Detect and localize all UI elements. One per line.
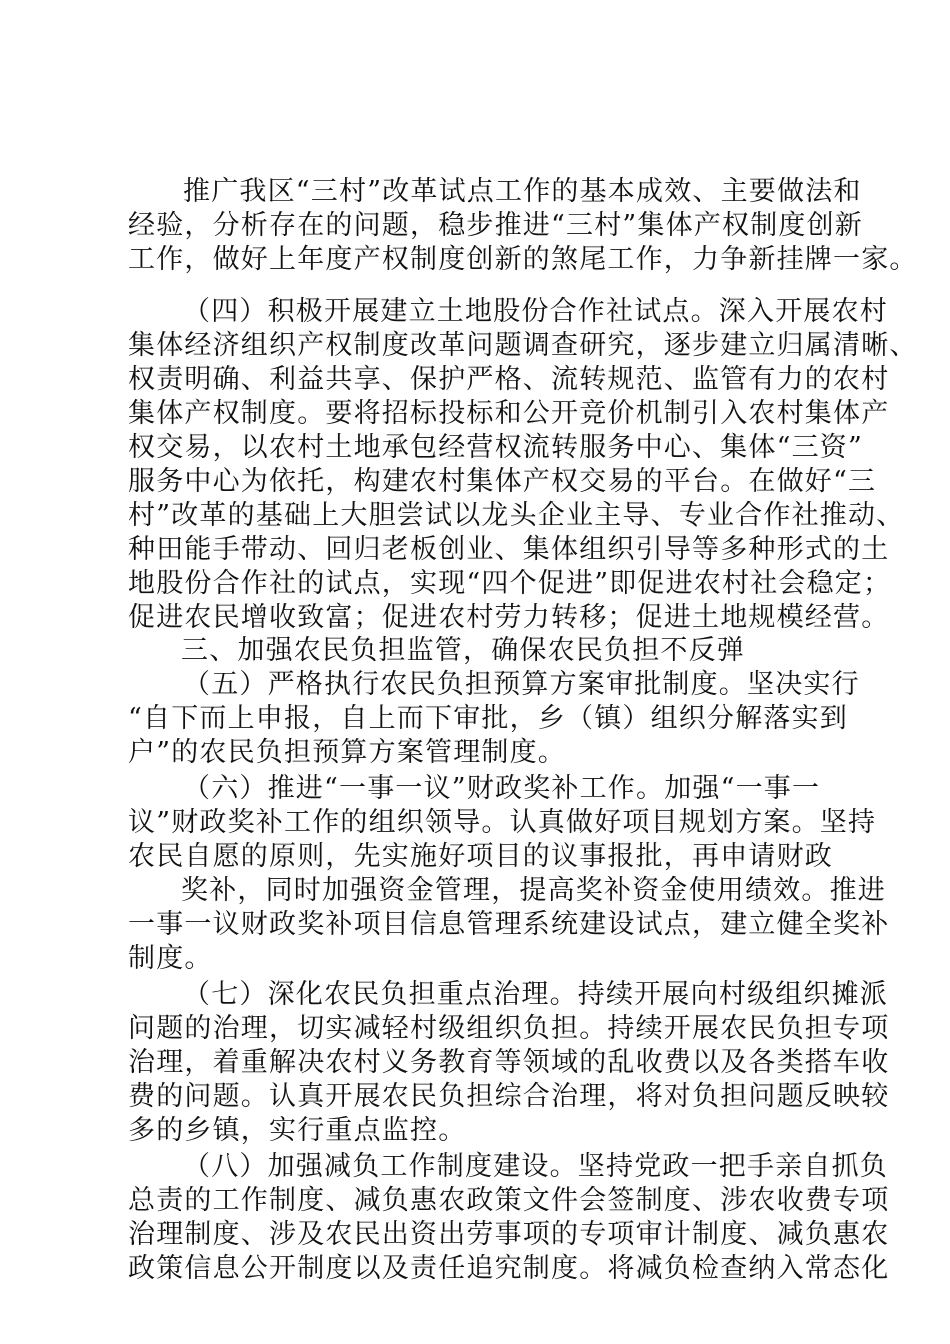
paragraph-line: 服务中心为依托，构建农村集体产权交易的平台。在做好“三	[128, 466, 877, 497]
paragraph-line: 推广我区“三村”改革试点工作的基本成效、主要做法和	[183, 176, 862, 207]
paragraph-line: 地股份合作社的试点，实现“四个促进”即促进农村社会稳定；	[128, 568, 892, 599]
paragraph-line: 政策信息公开制度以及责任追究制度。将减负检查纳入常态化	[128, 1253, 890, 1284]
paragraph-line: 农民自愿的原则，先实施好项目的议事报批，再申请财政	[128, 841, 833, 872]
paragraph-line: （七）深化农民负担重点治理。持续开展向村级组织摊派	[183, 979, 888, 1010]
paragraph-line: 多的乡镇，实行重点监控。	[128, 1115, 467, 1146]
paragraph-line: 总责的工作制度、减负惠农政策文件会签制度、涉农收费专项	[128, 1185, 890, 1216]
paragraph-line: 权交易，以农村土地承包经营权流转服务中心、集体“三资”	[128, 432, 864, 463]
paragraph-line: （六）推进“一事一议”财政奖补工作。加强“一事一	[183, 773, 821, 804]
section-heading: 三、加强农民负担监管，确保农民负担不反弹	[181, 635, 745, 666]
paragraph-line: 促进农民增收致富；促进农村劳力转移；促进土地规模经营。	[128, 602, 890, 633]
paragraph-line: （八）加强减负工作制度建设。坚持党政一把手亲自抓负	[183, 1151, 888, 1182]
paragraph-line: 奖补，同时加强资金管理，提高奖补资金使用绩效。推进	[181, 875, 886, 906]
paragraph-line: 问题的治理，切实减轻村级组织负担。持续开展农民负担专项	[128, 1013, 890, 1044]
paragraph-line: 治理，着重解决农村义务教育等领域的乱收费以及各类搭车收	[128, 1047, 890, 1078]
paragraph-line: 集体产权制度。要将招标投标和公开竞价机制引入农村集体产	[128, 398, 890, 429]
paragraph-line: 经验，分析存在的问题，稳步推进“三村”集体产权制度创新	[128, 210, 864, 241]
paragraph-line: 种田能手带动、回归老板创业、集体组织引导等多种形式的土	[128, 534, 890, 565]
paragraph-line: 治理制度、涉及农民出资出劳事项的专项审计制度、减负惠农	[128, 1219, 890, 1250]
paragraph-line: 集体经济组织产权制度改革问题调查研究，逐步建立归属清晰、	[128, 330, 918, 361]
paragraph-line: 村”改革的基础上大胆尝试以龙头企业主导、专业合作社推动、	[128, 500, 905, 531]
paragraph-line: 权责明确、利益共享、保护严格、流转规范、监管有力的农村	[128, 364, 890, 395]
paragraph-line: 户”的农民负担预算方案管理制度。	[128, 737, 567, 768]
paragraph-line: （五）严格执行农民负担预算方案审批制度。坚决实行	[183, 669, 860, 700]
paragraph-line: 一事一议财政奖补项目信息管理系统建设试点，建立健全奖补	[128, 909, 890, 940]
paragraph-line: 工作，做好上年度产权制度创新的煞尾工作，力争新挂牌一家。	[128, 244, 918, 275]
paragraph-line: 制度。	[128, 943, 213, 974]
paragraph-line: 费的问题。认真开展农民负担综合治理，将对负担问题反映较	[128, 1081, 890, 1112]
paragraph-line: （四）积极开展建立土地股份合作社试点。深入开展农村	[183, 296, 888, 327]
paragraph-line: “自下而上申报，自上而下审批，乡（镇）组织分解落实到	[128, 703, 849, 734]
paragraph-line: 议”财政奖补工作的组织领导。认真做好项目规划方案。坚持	[128, 807, 877, 838]
